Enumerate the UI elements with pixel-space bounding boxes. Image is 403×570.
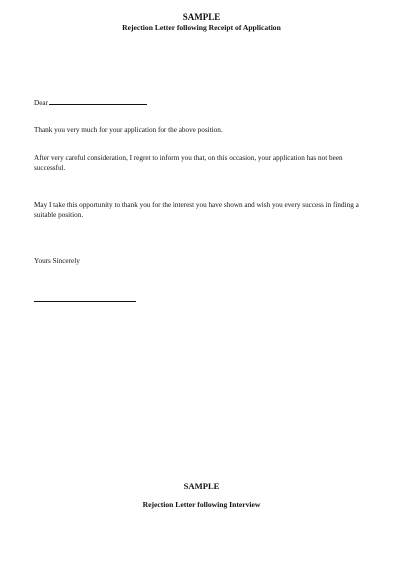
paragraph-1: Thank you very much for your application for the above position.: [34, 126, 223, 134]
header-subtitle: Rejection Letter following Receipt of Application: [122, 23, 281, 32]
salutation-line: [34, 97, 374, 109]
footer-subtitle: Rejection Letter following Interview: [142, 500, 261, 509]
paragraph-2: After very careful consideration, I regret to inform you that, on this occasion, your application has not been successful.: [34, 154, 343, 172]
paragraph-3: May I take this opportunity to thank you for the interest you have shown and wish you every success in finding a suitable position.: [34, 201, 359, 219]
header-title: SAMPLE: [182, 12, 221, 22]
closing-text: Yours Sincerely: [34, 257, 80, 265]
footer-title: SAMPLE: [183, 481, 220, 491]
signature-blank-line: [34, 301, 136, 302]
recipient-name-blank: [49, 97, 147, 105]
salutation-text: Dear: [34, 99, 48, 107]
